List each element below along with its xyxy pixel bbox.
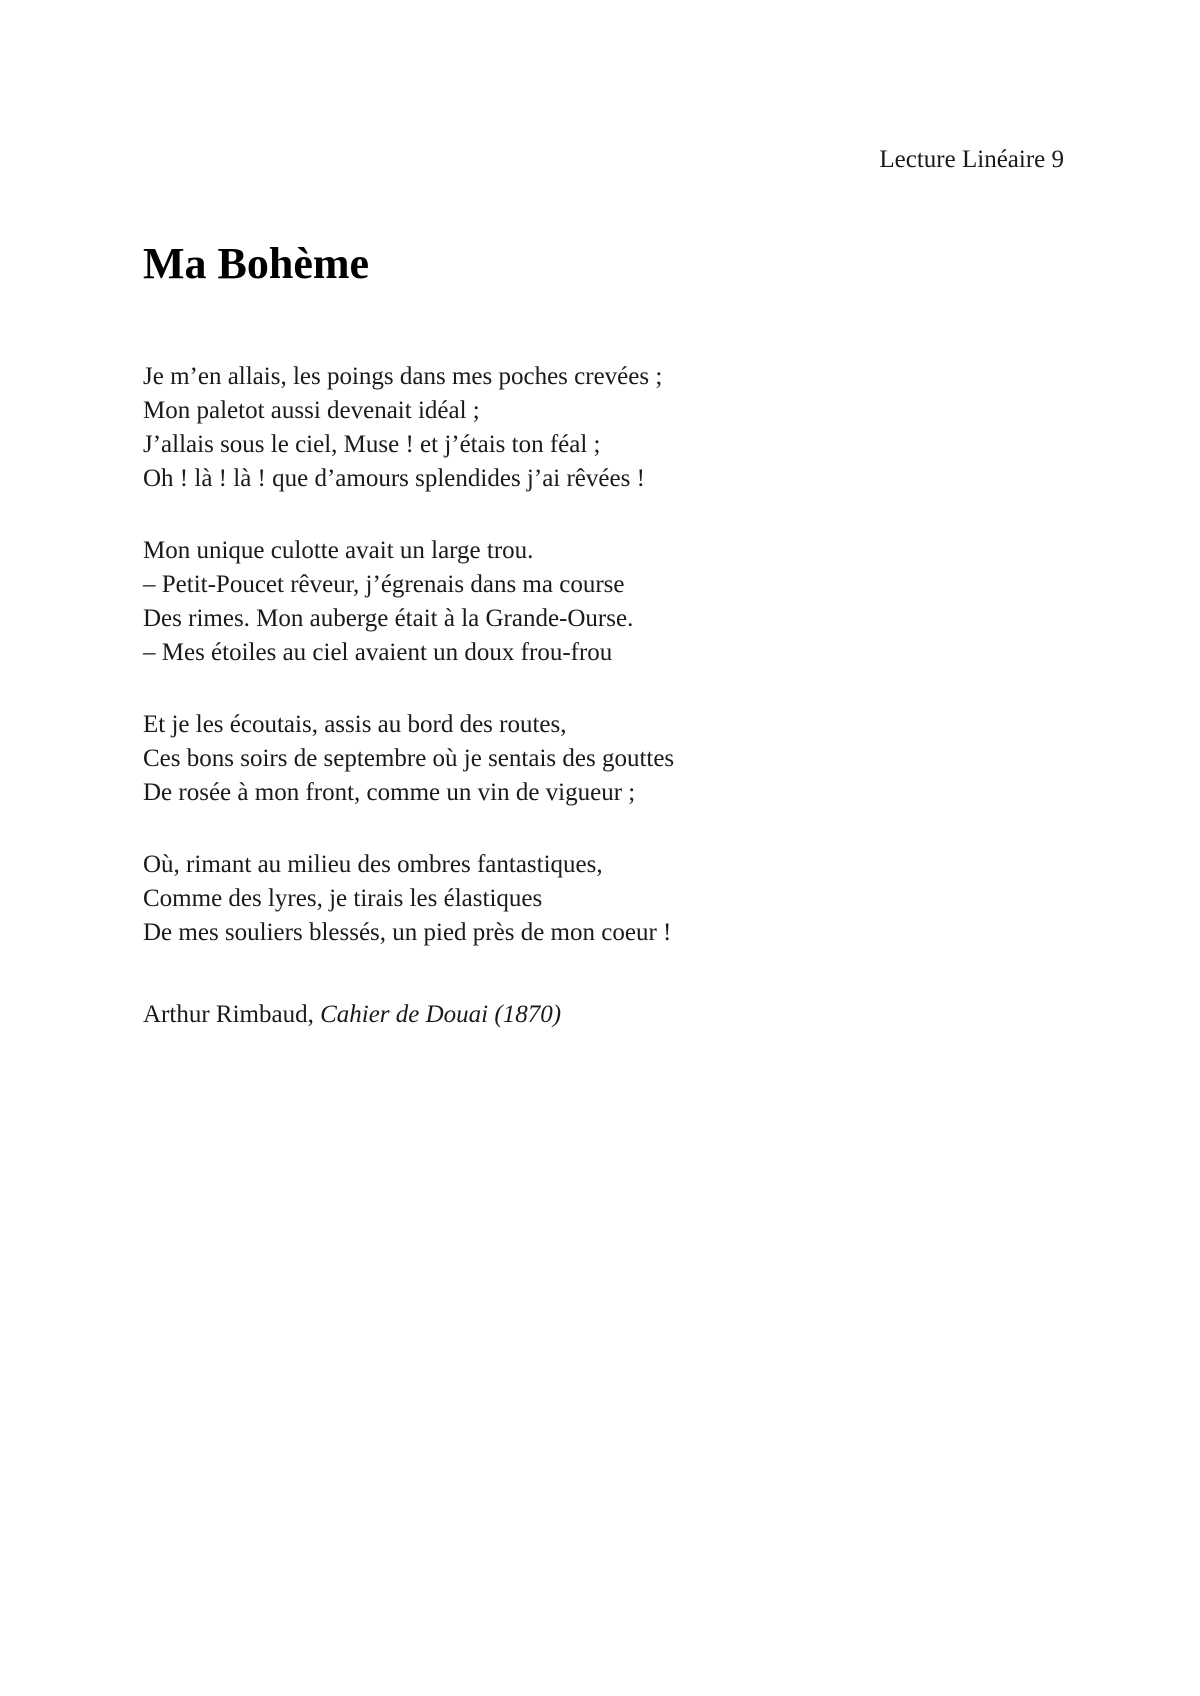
poem-title: Ma Bohème [143,239,370,288]
poem-line: Où, rimant au milieu des ombres fantastiques, [143,851,603,878]
poem-line: Ces bons soirs de septembre où je sentais des gouttes [143,745,675,772]
poem-line: Comme des lyres, je tirais les élastiques [143,885,543,912]
poem-line: Et je les écoutais, assis au bord des routes, [143,711,567,738]
credit-author: Arthur Rimbaud, [143,1001,314,1028]
poem-line: De rosée à mon front, comme un vin de vigueur ; [143,779,636,806]
poem-line: De mes souliers blessés, un pied près de mon coeur ! [143,919,672,946]
poem-line: Mon unique culotte avait un large trou. [143,537,534,564]
poem-line: Oh ! là ! là ! que d’amours splendides j’ai rêvées ! [143,465,645,492]
poem-line: – Mes étoiles au ciel avaient un doux frou-frou [143,639,613,666]
poem-line: Mon paletot aussi devenait idéal ; [143,397,480,424]
stanza-3 [143,708,674,810]
poem-line: – Petit-Poucet rêveur, j’égrenais dans ma course [143,571,625,598]
poem-line: Des rimes. Mon auberge était à la Grande-Ourse. [143,605,634,632]
poem-body [143,360,674,988]
poem-line: Je m’en allais, les poings dans mes poches crevées ; [143,363,663,390]
poem-credit [143,998,561,1032]
credit-work: Cahier de Douai (1870) [320,1001,562,1028]
poem-line: J’allais sous le ciel, Muse ! et j’étais ton féal ; [143,431,601,458]
stanza-1 [143,360,674,496]
document-header-label: Lecture Linéaire 9 [879,146,1064,173]
stanza-2 [143,534,674,670]
stanza-4 [143,848,674,950]
